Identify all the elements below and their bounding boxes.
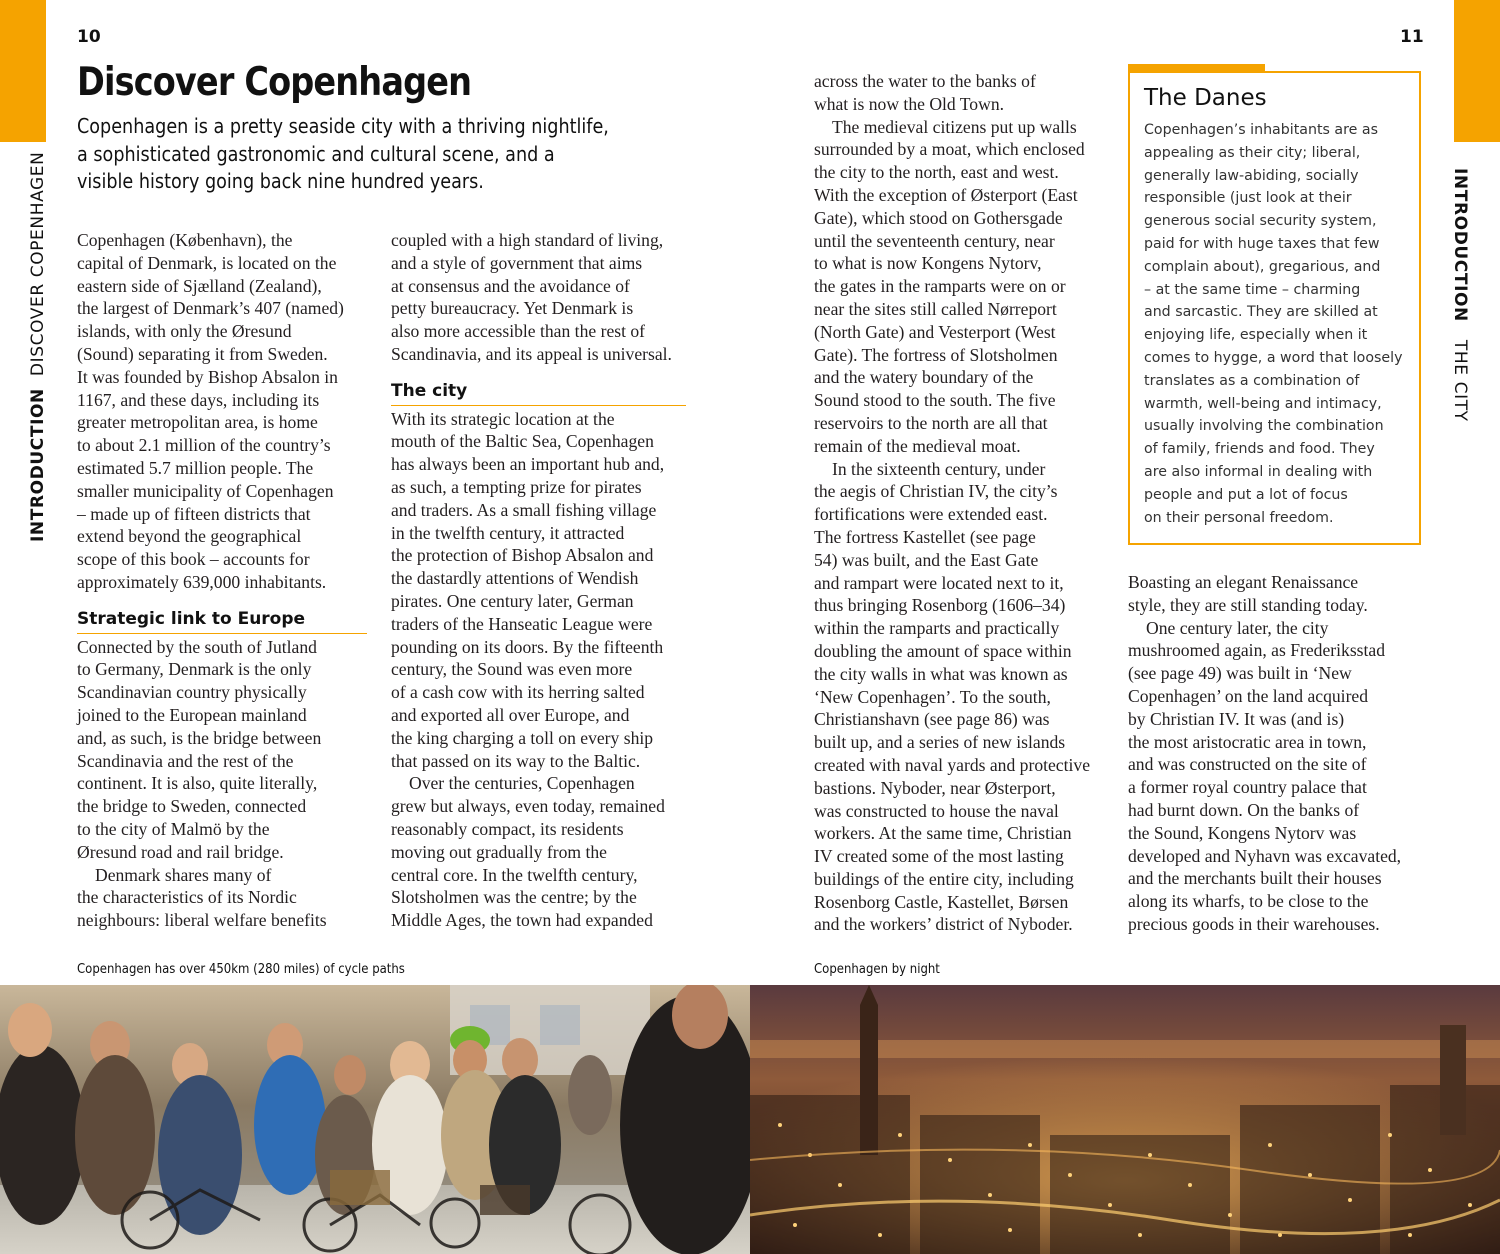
text-line: was constructed to house the naval xyxy=(814,800,1059,821)
photo-cyclists xyxy=(0,985,750,1254)
text-line: scope of this book – accounts for xyxy=(77,549,310,570)
text-line: precious goods in their warehouses. xyxy=(1128,913,1380,934)
text-line: and a style of government that aims xyxy=(391,252,643,273)
sidebar-line: people and put a lot of focus xyxy=(1144,486,1348,503)
text-line: remain of the medieval moat. xyxy=(814,435,1021,456)
sidebar-line: warmth, well-being and intimacy, xyxy=(1144,395,1382,412)
text-line: within the ramparts and practically xyxy=(814,618,1060,639)
text-line: Boasting an elegant Renaissance xyxy=(1128,572,1359,592)
text-line: 54) was built, and the East Gate xyxy=(814,549,1039,570)
text-line: – made up of fifteen districts that xyxy=(77,503,311,524)
left-page-number: 10 xyxy=(77,27,101,47)
intro-line: a sophisticated gastronomic and cultural scene, and a xyxy=(77,141,555,166)
intro-line: visible history going back nine hundred years. xyxy=(77,169,484,193)
text-line: the gates in the ramparts were on or xyxy=(814,276,1066,297)
text-line: of a cash cow with its herring salted xyxy=(391,682,645,703)
text-line: mouth of the Baltic Sea, Copenhagen xyxy=(391,431,654,452)
sidebar-line: on their personal freedom. xyxy=(1144,509,1334,526)
text-line: near the sites still called Nørreport xyxy=(814,298,1057,319)
sidebar-line: Copenhagen’s inhabitants are as xyxy=(1144,122,1378,138)
sidebar-line: appealing as their city; liberal, xyxy=(1144,144,1361,161)
text-line: With its strategic location at the xyxy=(391,408,615,429)
paragraph-accessibility xyxy=(391,229,686,366)
text-line: that passed on its way to the Baltic. xyxy=(391,750,641,771)
text-line: reasonably compact, its residents xyxy=(391,818,624,839)
text-line: With the exception of Østerport (East xyxy=(814,184,1078,205)
text-line: created with naval yards and protective xyxy=(814,754,1091,775)
sidebar-title: The Danes xyxy=(1144,85,1267,111)
sidebar-line: enjoying life, especially when it xyxy=(1144,327,1368,344)
text-line: the king charging a toll on every ship xyxy=(391,727,654,748)
sidebar-line: paid for with huge taxes that few xyxy=(1144,235,1380,252)
text-line: In the sixteenth century, under xyxy=(832,458,1046,479)
text-line: along its wharfs, to be close to the xyxy=(1128,891,1369,912)
text-line: grew but always, even today, remained xyxy=(391,796,665,817)
text-line: the most aristocratic area in town, xyxy=(1128,731,1367,752)
text-line: Christianshavn (see page 86) was xyxy=(814,709,1050,730)
text-line: the city to the north, east and west. xyxy=(814,162,1059,183)
text-line: Scandinavia and the rest of the xyxy=(77,750,294,771)
text-line: Denmark shares many of xyxy=(95,864,272,885)
sidebar-line: responsible (just look at their xyxy=(1144,190,1352,207)
text-line: greater metropolitan area, is home xyxy=(77,412,318,433)
text-line: to the city of Malmö by the xyxy=(77,818,270,839)
left-tab-marker xyxy=(0,0,46,142)
text-line: to Germany, Denmark is the only xyxy=(77,659,312,680)
text-line: Gate), which stood on Gothersgade xyxy=(814,207,1063,228)
text-line: (Sound) separating it from Sweden. xyxy=(77,343,328,364)
right-side-label-text: THE CITY xyxy=(1450,339,1470,422)
text-line: It was founded by Bishop Absalon in xyxy=(77,366,338,387)
text-line: and the watery boundary of the xyxy=(814,367,1034,388)
text-line: Sound stood to the south. The five xyxy=(814,390,1056,411)
photo-copenhagen-night xyxy=(750,985,1500,1254)
text-line: ‘New Copenhagen’. To the south, xyxy=(814,686,1051,707)
text-line: surrounded by a moat, which enclosed xyxy=(814,139,1085,160)
text-line: and was constructed on the site of xyxy=(1128,754,1367,775)
text-line: the characteristics of its Nordic xyxy=(77,887,297,908)
text-line: fortifications were extended east. xyxy=(814,504,1048,525)
text-line: as such, a tempting prize for pirates xyxy=(391,476,642,497)
text-line: estimated 5.7 million people. The xyxy=(77,457,314,478)
text-line: Middle Ages, the town had expanded xyxy=(391,910,653,931)
text-line: Øresund road and rail bridge. xyxy=(77,841,284,862)
text-line: mushroomed again, as Frederiksstad xyxy=(1128,640,1386,661)
cyclists-illustration xyxy=(0,985,750,1254)
intro-line: Copenhagen is a pretty seaside city with a thriving nightlife, xyxy=(77,114,609,138)
left-side-label xyxy=(28,152,48,542)
paragraph-location xyxy=(77,229,367,594)
text-line: Slotsholmen was the centre; by the xyxy=(391,887,637,908)
text-line: to what is now Kongens Nytorv, xyxy=(814,253,1042,274)
text-line: a former royal country palace that xyxy=(1128,777,1367,798)
text-line: the largest of Denmark’s 407 (named) xyxy=(77,298,344,319)
sidebar-line: comes to hygge, a word that loosely xyxy=(1144,349,1403,366)
text-line: buildings of the entire city, including xyxy=(814,868,1074,889)
sidebar-line: generally law-abiding, socially xyxy=(1144,167,1359,184)
text-line: to about 2.1 million of the country’s xyxy=(77,435,331,456)
page-title: Discover Copenhagen xyxy=(77,60,472,105)
text-line: continent. It is also, quite literally, xyxy=(77,773,318,794)
text-line: and rampart were located next to it, xyxy=(814,572,1064,593)
photo-caption-cyclists: Copenhagen has over 450km (280 miles) of cycle paths xyxy=(77,962,405,977)
text-line: by Christian IV. It was (and is) xyxy=(1128,708,1345,729)
text-line: and the merchants built their houses xyxy=(1128,868,1382,889)
column-2 xyxy=(391,229,686,932)
text-line: had burnt down. On the banks of xyxy=(1128,799,1360,820)
text-line: and traders. As a small fishing village xyxy=(391,499,657,520)
text-line: the aegis of Christian IV, the city’s xyxy=(814,481,1058,502)
text-line: central core. In the twelfth century, xyxy=(391,864,638,885)
text-line: The fortress Kastellet (see page xyxy=(814,526,1036,547)
sidebar-line: of family, friends and food. They xyxy=(1144,441,1375,458)
text-line: approximately 639,000 inhabitants. xyxy=(77,571,327,592)
text-line: Scandinavian country physically xyxy=(77,682,307,703)
text-line: and the workers’ district of Nyboder. xyxy=(814,914,1073,935)
text-line: reservoirs to the north are all that xyxy=(814,412,1048,433)
text-line: Connected by the south of Jutland xyxy=(77,636,317,657)
sidebar-line: translates as a combination of xyxy=(1144,372,1360,389)
text-line: across the water to the banks of xyxy=(814,71,1036,91)
text-line: Scandinavia, and its appeal is universal. xyxy=(391,343,672,364)
text-line: the Sound, Kongens Nytorv was xyxy=(1128,822,1357,843)
text-line: The medieval citizens put up walls xyxy=(832,116,1077,137)
text-line: moving out gradually from the xyxy=(391,841,607,862)
subheading-the-city: The city xyxy=(391,380,686,406)
sidebar-line: are also informal in dealing with xyxy=(1144,463,1373,480)
text-line: bastions. Nyboder, near Østerport, xyxy=(814,777,1056,798)
text-line: thus bringing Rosenborg (1606–34) xyxy=(814,595,1066,616)
text-line: and exported all over Europe, and xyxy=(391,704,630,725)
right-tab-marker xyxy=(1454,0,1500,142)
text-line: petty bureaucracy. Yet Denmark is xyxy=(391,298,634,319)
sidebar-line: – at the same time – charming xyxy=(1144,281,1361,298)
column-1 xyxy=(77,229,367,932)
text-line: joined to the European mainland xyxy=(77,704,307,725)
sidebar-line: usually involving the combination xyxy=(1144,418,1384,435)
text-line: at consensus and the avoidance of xyxy=(391,275,630,296)
text-line: neighbours: liberal welfare benefits xyxy=(77,910,327,931)
text-line: what is now the Old Town. xyxy=(814,93,1005,114)
text-line: style, they are still standing today. xyxy=(1128,594,1368,615)
text-line: (see page 49) was built in ‘New xyxy=(1128,663,1352,684)
subheading-strategic-link: Strategic link to Europe xyxy=(77,608,367,634)
text-line: capital of Denmark, is located on the xyxy=(77,252,337,273)
text-line: century, the Sound was even more xyxy=(391,659,633,680)
text-line: workers. At the same time, Christian xyxy=(814,823,1072,844)
text-line: developed and Nyhavn was excavated, xyxy=(1128,845,1402,866)
paragraph-strategic-link xyxy=(77,636,367,932)
text-line: 1167, and these days, including its xyxy=(77,389,320,410)
text-line: until the seventeenth century, near xyxy=(814,230,1055,251)
left-side-label-text: DISCOVER COPENHAGEN xyxy=(28,151,48,377)
right-page-number: 11 xyxy=(1400,27,1424,47)
right-side-label xyxy=(1450,168,1470,422)
sidebar-line: generous social security system, xyxy=(1144,213,1377,230)
column-4 xyxy=(1128,571,1423,936)
text-line: IV created some of the most lasting xyxy=(814,846,1064,867)
text-line: also more accessible than the rest of xyxy=(391,321,646,342)
text-line: One century later, the city xyxy=(1146,617,1329,638)
text-line: Copenhagen’ on the land acquired xyxy=(1128,685,1369,706)
column-3 xyxy=(814,70,1109,936)
text-line: coupled with a high standard of living, xyxy=(391,230,664,250)
right-side-label-bold: INTRODUCTION xyxy=(1450,168,1470,322)
text-line: built up, and a series of new islands xyxy=(814,732,1066,753)
text-line: traders of the Hanseatic League were xyxy=(391,613,653,634)
text-line: pounding on its doors. By the fifteenth xyxy=(391,636,664,657)
sidebar-the-danes xyxy=(1128,71,1421,545)
paragraph-the-city xyxy=(391,408,686,932)
text-line: doubling the amount of space within xyxy=(814,640,1072,661)
text-line: Copenhagen (København), the xyxy=(77,230,293,250)
text-line: Gate). The fortress of Slotsholmen xyxy=(814,344,1058,365)
text-line: Over the centuries, Copenhagen xyxy=(409,773,635,794)
left-side-label-bold: INTRODUCTION xyxy=(28,388,48,542)
text-line: has always been an important hub and, xyxy=(391,454,665,475)
text-line: Rosenborg Castle, Kastellet, Børsen xyxy=(814,891,1069,912)
text-line: smaller municipality of Copenhagen xyxy=(77,480,334,501)
sidebar-line: complain about), gregarious, and xyxy=(1144,258,1381,275)
text-line: islands, with only the Øresund xyxy=(77,321,292,342)
text-line: the city walls in what was known as xyxy=(814,663,1068,684)
text-line: the protection of Bishop Absalon and xyxy=(391,545,654,566)
text-line: pirates. One century later, German xyxy=(391,590,634,611)
photo-caption-night: Copenhagen by night xyxy=(814,962,940,977)
night-city-illustration xyxy=(750,985,1500,1254)
text-line: eastern side of Sjælland (Zealand), xyxy=(77,275,322,296)
text-line: and, as such, is the bridge between xyxy=(77,727,322,748)
sidebar-line: and sarcastic. They are skilled at xyxy=(1144,304,1378,321)
text-line: (North Gate) and Vesterport (West xyxy=(814,321,1056,342)
text-line: the dastardly attentions of Wendish xyxy=(391,568,639,589)
text-line: in the twelfth century, it attracted xyxy=(391,522,625,543)
text-line: the bridge to Sweden, connected xyxy=(77,796,307,817)
sidebar-body xyxy=(1144,119,1403,529)
text-line: extend beyond the geographical xyxy=(77,526,302,547)
intro-paragraph xyxy=(77,113,609,196)
